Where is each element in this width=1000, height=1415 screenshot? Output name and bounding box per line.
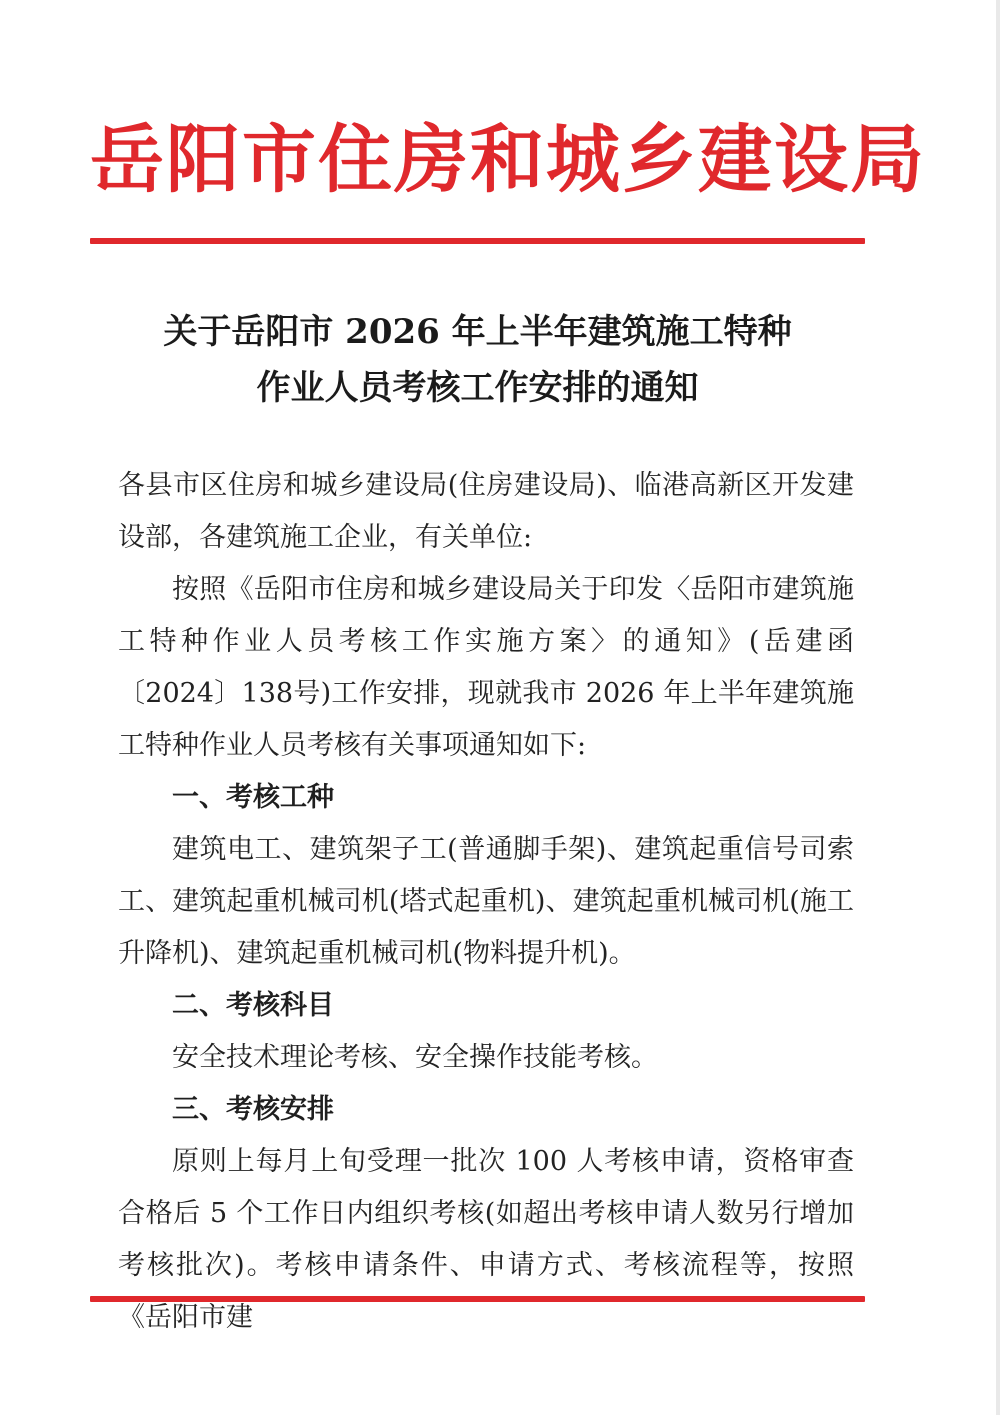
section-heading-2: 二、考核科目: [172, 990, 334, 1021]
footer-red-rule: [90, 1296, 865, 1302]
header-red-rule: [90, 238, 865, 244]
section-content-3: 原则上每月上旬受理一批次 100 人考核申请，资格审查合格后 5 个工作日内组织考核(如超出考核申请人数另行增加考核批次)。考核申请条件、申请方式、考核流程等，按照《岳阳市建: [118, 1146, 854, 1333]
section-content-2: 安全技术理论考核、安全操作技能考核。: [172, 1042, 658, 1073]
notice-title: [90, 304, 865, 416]
section-heading-3: 三、考核安排: [172, 1094, 334, 1125]
intro-paragraph: 按照《岳阳市住房和城乡建设局关于印发〈岳阳市建筑施工特种作业人员考核工作实施方案〉的通知》(岳建函〔2024〕138号)工作安排，现就我市 2026 年上半年建筑施工特种作业人员考核有关事项通知如下:: [118, 574, 854, 761]
notice-body: [118, 460, 854, 1344]
section-heading-1: 一、考核工种: [172, 782, 334, 813]
issuer-header: 岳阳市住房和城乡建设局: [90, 117, 926, 203]
page-edge: [996, 0, 1000, 1415]
notice-title-line-2: 作业人员考核工作安排的通知: [256, 368, 699, 408]
notice-title-line-1: 关于岳阳市 2026 年上半年建筑施工特种: [163, 312, 792, 352]
section-content-1: 建筑电工、建筑架子工(普通脚手架)、建筑起重信号司索工、建筑起重机械司机(塔式起重机)、建筑起重机械司机(施工升降机)、建筑起重机械司机(物料提升机)。: [118, 834, 854, 969]
addressee-paragraph: 各县市区住房和城乡建设局(住房建设局)、临港高新区开发建设部，各建筑施工企业，有关单位:: [118, 470, 854, 553]
